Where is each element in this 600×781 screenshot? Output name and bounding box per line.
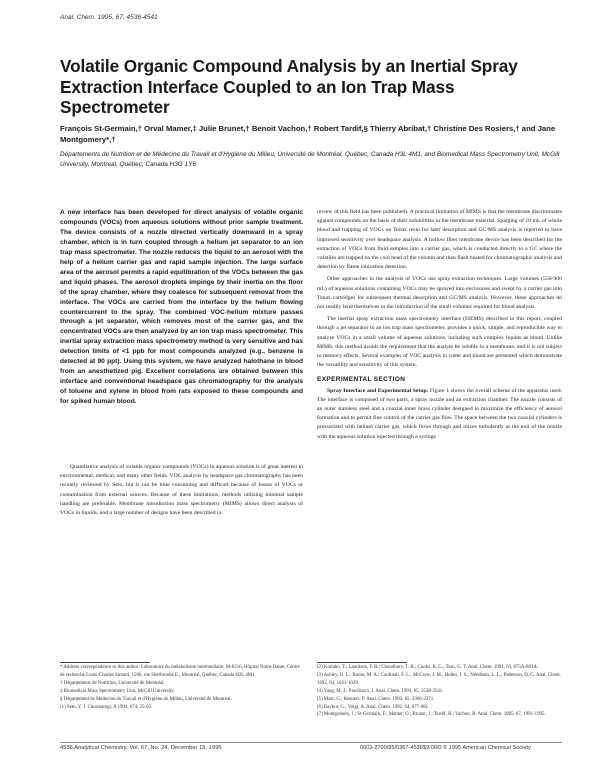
footnote-divider <box>60 662 150 663</box>
author-list: François St-Germain,† Orval Mamer,‡ Julie Brunet,† Benoit Vachon,† Robert Tardif,§ Thierry Abribat,† Christine Des Rosiers,† and Jane Montgomery*,† <box>60 124 556 144</box>
article-title: Volatile Organic Compound Analysis by an Inertial Spray Extraction Interface Coupled to an Ion Trap Mass Spectrometer <box>60 56 518 117</box>
reference: (7) Montgomery, J.; St-Germain, F.; Mamer, O.; Brunet, J.; Tardif, R.; Vachon, B. Anal. Chem. 1995, 67, 1991-1995. <box>317 712 546 718</box>
journal-footer: 4536 Analytical Chemistry, Vol. 67, No. 24, December 15, 1995 <box>60 745 222 751</box>
right-column <box>317 208 562 445</box>
reference: (2) Kotiaho, T.; Lauritsen, F. R.; Choudhury, T. K.; Cooks, R. G.; Tsao, G. T. Anal. Chem. 1991, 63, 875A-883A. <box>317 665 539 670</box>
reference: (3) Ashley, D. L.; Bonin, M. A.; Cardinali, F. L.; McCraw, J. M.; Holler, J. S.; Needham, L. L.; Patterson, D. G. Anal. Chem. 1992, 64, 1021-1029. <box>317 672 561 686</box>
body-paragraph: review of this field has been published). A practical limitation of MIMS is that the membrane discriminates against compounds on the basis of their solubilities in the membrane material. Sparging of 10 mL of whole blood and trapping of VOCs on Tenax resin for later desorption and GC/MS analysis is reported to have improved sensitivity over headspace analysis. A hollow fiber membrane device has been described for the extraction of VOCs from fluid samples into a carrier gas, which is conducted directly to a GC where the volatiles are trapped on the cool head of the column and then flash heated for chromatographic analysis and detection by flame ionization detection. <box>317 209 562 271</box>
body-paragraph: The inertial spray extraction mass spectrometry interface (ISEMS) described in this report, coupled through a jet separator to an ion trap mass spectrometer, provides a quick, simple, and reproducible way to analyze VOCs in a small volume of aqueous solutions, including such complex liquids as blood. Unlike MIMS, this method avoids the requirement that the analyte be soluble in a membrane, and it is not subject to memory effects. Several examples of VOC analysis in water and blood are presented which demonstrate the versatility and sensitivity of this system. <box>317 316 562 369</box>
subsection-title: Spray Interface and Experimental Setup. <box>327 387 429 394</box>
reference: (5) Matz, G.; Kesners, P. Anal. Chem. 1993, 65, 2366-2371. <box>317 696 435 702</box>
footnotes <box>60 664 303 711</box>
copyright-footer: 0003-2700/95/0367-4536$9.00/0 © 1995 American Chemical Society <box>360 745 531 751</box>
reference-divider <box>317 662 407 663</box>
subsection-paragraph <box>317 387 562 442</box>
footer-divider <box>60 742 562 743</box>
references <box>317 664 562 719</box>
affiliations: Départements de Nutrition et de Médecine du Travail et d'Hygiène du Milieu, Université de Montréal, Québec, Canada H3L 4M1, and Biomedical Mass Spectrometry Unit, McGill University, Montreal, Québec, Canada H3G 1Y6 <box>60 151 560 168</box>
reference: (4) Yang, M. J.; Pawliszyn, J. Anal. Chem. 1993, 65, 2538-2541. <box>317 688 444 694</box>
section-heading: EXPERIMENTAL SECTION <box>317 376 406 384</box>
footnote: * Address correspondence to this author: Laboratoire du métabolisme intermédiaire, M-8216, Hôpital Notre-Dame, Centre de recherche Louis-Charles Simard, 1560, rue Sherbrooke E., Montréal, Québec, Canada H2L 4M1. <box>60 665 300 678</box>
body-paragraph: Other approaches to the analysis of VOCs use spray extraction techniques. Large volumes (550-900 mL) of aqueous solutions containing VOCs may be sprayed into enclosures and swept by a carrier gas into Tenax cartridges for subsequent thermal desorption and GC/MS analysis. However, these approaches do not readily lend themselves to the introduction of the small volumes required for blood analysis. <box>317 276 562 311</box>
footnote: † Départements de Nutrition, Université de Montréal. <box>60 680 165 686</box>
abstract: A new interface has been developed for direct analysis of volatile organic compounds (VOCs) from aqueous solutions without prior sample treatment. The device consists of a nozzle directed vertically downward in a spray chamber, which is in turn coupled through a helium jet separator to an ion trap mass spectrometer. The nozzle reduces the liquid to an aerosol with the help of a helium carrier gas and rapid sample injection. The large surface area of the aerosol permits a rapid equilibration of the VOCs between the gas and liquid phases. The aerosol droplets impinge by their inertia on the floor of the spray chamber, where they coalesce for subsequent removal from the interface. The VOCs are carried from the interface by the helium flowing countercurrent to the spray. The combined VOC-helium mixture passes through a jet separator, which removes most of the carrier gas, and the concentrated VOCs are then analyzed by an ion trap mass spectrometer. This inertial spray extraction mass spectrometry method is very sensitive and has detection limits of <1 ppb for most compounds analyzed (e.g., benzene is detected at 90 ppt). Using this system, we have analyzed halothane in blood from an anesthetized pig. Excellent correlations are obtained between this interface and conventional headspace gas chromatography for the analysis of toluene and xylene in blood from rats exposed to these compounds and for spiked human blood. <box>60 209 303 406</box>
footnote: ‡ Biomedical Mass Spectrometry Unit, McGill University. <box>60 688 175 694</box>
reference: (6) Baykut, G.; Voigt, A. Anal. Chem. 1992, 64, 677-681. <box>317 704 430 710</box>
footnote: § Département de Médecine du Travail et d'Hygiène du Milieu, Université de Montréal. <box>60 696 232 702</box>
intro-text: Quantitative analysis of volatile organic compounds (VOCs) in aqueous solution is of great interest in environmental, medical, and many other fields. VOC analysis by headspace gas chromatography has been recently reviewed by Seto, but it can be time consuming and difficult because of losses of VOCs or contamination from external sources. Because of these limitations, methods utilizing minimal sample handling are preferable. Membrane introduction mass spectrometry (MIMS) allows direct analysis of VOCs in liquids, and a large number of designs have been described (a <box>60 464 303 517</box>
running-head: Anal. Chem. 1995, 67, 4536-4541 <box>60 14 158 21</box>
footnote: (1) Seto, Y. J. Chromatogr. A 1994, 674, 25-62. <box>60 704 153 710</box>
subsection-text: Figure 1 shows the overall scheme of the apparatus used. The interface is composed of two parts, a spray nozzle and an extraction chamber. The nozzle consists of an outer stainless steel and a coaxial inner brass cylinder designed to maximize the efficiency of aerosol formation and to permit fine control of the carrier gas flow. The space between the two coaxial cylinders is pressurized with helium carrier gas, which flows through and mixes turbulently at the exit of the nozzle with the aqueous solution injected through a syringe <box>317 387 562 440</box>
introduction-paragraph <box>60 463 303 521</box>
